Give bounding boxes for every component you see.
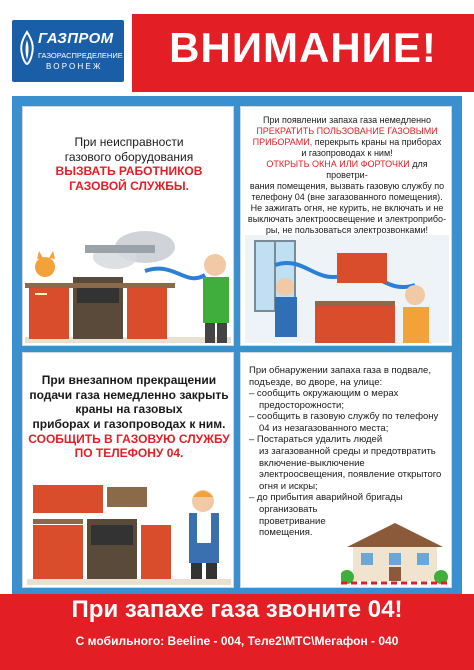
window-ventilation-illustration (245, 235, 449, 343)
footer-mobile-numbers: С мобильного: Beeline - 004, Теле2\МТС\Мегафон - 040 (75, 634, 399, 648)
footer (0, 594, 474, 670)
text-line-red: ГАЗОВОЙ СЛУЖБЫ. (69, 178, 189, 193)
text-span: перекрыть краны на приборах (312, 136, 442, 147)
text-line: – до прибытия аварийной бригады (249, 492, 403, 504)
text-line: Не зажигать огня, не курить, не включать и не (250, 202, 444, 213)
card-gas-smell-outdoors (240, 352, 452, 588)
kitchen-man-illustration (27, 475, 231, 585)
logo-city: ВОРОНЕЖ (46, 62, 103, 71)
logo-subtitle: ГАЗОРАСПРЕДЕЛЕНИЕ (38, 51, 123, 60)
text-line: выключать электроосвещение и электроприбо- (247, 213, 447, 224)
card-gas-smell-indoors (240, 106, 452, 346)
text-red-span: ПРИБОРАМИ, (252, 136, 313, 147)
text-line: организовать (259, 503, 318, 515)
card-text (23, 135, 235, 194)
text-line-red: СООБЩИТЬ В ГАЗОВУЮ СЛУЖБУ (28, 431, 230, 446)
text-line: – сообщить окружающим о мерах (249, 388, 399, 400)
title-band (132, 14, 474, 92)
text-line: 04 из незагазованного места; (259, 422, 389, 434)
house-illustration (341, 519, 449, 585)
text-line: – сообщить в газовую службу по телефону (249, 411, 439, 423)
text-line: огня и искры; (259, 480, 318, 492)
text-line: При внезапном прекращении (41, 373, 217, 387)
card-text (249, 365, 449, 539)
text-line: приборах и газопроводах к ним. (32, 416, 226, 431)
logo-name: ГАЗПРОМ (38, 30, 114, 47)
text-line: При появлении запаха газа немедленно (262, 115, 432, 125)
text-line: краны на газовых (75, 402, 183, 417)
text-line: электроосвещения, появление открытого (259, 469, 442, 481)
kitchen-leak-illustration (25, 227, 231, 343)
text-line: включение-выключение (259, 457, 365, 469)
text-line: подачи газа немедленно закрыть (29, 387, 229, 402)
card-text (23, 373, 235, 461)
text-line: газового оборудования (64, 149, 194, 164)
text-line: предосторожности; (259, 399, 344, 411)
text-line-red: ПРЕКРАТИТЬ ПОЛЬЗОВАНИЕ ГАЗОВЫМИ (256, 125, 438, 136)
text-line: проветривание (259, 515, 326, 527)
text-span: для проветри- (326, 158, 428, 180)
text-red-span: ОТКРЫТЬ ОКНА ИЛИ ФОРТОЧКИ (266, 158, 410, 169)
gazprom-logo (12, 20, 124, 82)
text-line-red: ВЫЗВАТЬ РАБОТНИКОВ (55, 164, 203, 179)
header (0, 0, 474, 92)
text-line: вания помещения, вызвать газовую службу по (249, 180, 445, 191)
text-line: телефону 04 (вне загазованного помещения). (251, 191, 443, 202)
text-line: ры, не пользоваться электрозвонками! (265, 224, 429, 235)
page-title: ВНИМАНИЕ! (169, 24, 437, 71)
text-line: – Постараться удалить людей (249, 434, 383, 446)
text-line: и газопроводах к ним! (301, 147, 393, 158)
flame-icon (18, 30, 36, 66)
text-line: При обнаружении запаха газа в подвале, (249, 365, 431, 376)
card-gas-supply-stop (22, 352, 234, 588)
text-line: помещения. (259, 527, 313, 539)
footer-headline: При запахе газа звоните 04! (71, 596, 403, 623)
text-line: При неисправности (74, 135, 184, 149)
text-line-red: ПО ТЕЛЕФОНУ 04. (74, 446, 184, 461)
card-text (247, 115, 447, 236)
card-equipment-fault (22, 106, 234, 346)
text-line: из загазованной среды и предотвратить (259, 446, 436, 458)
text-line: подъезде, во дворе, на улице: (249, 376, 383, 388)
